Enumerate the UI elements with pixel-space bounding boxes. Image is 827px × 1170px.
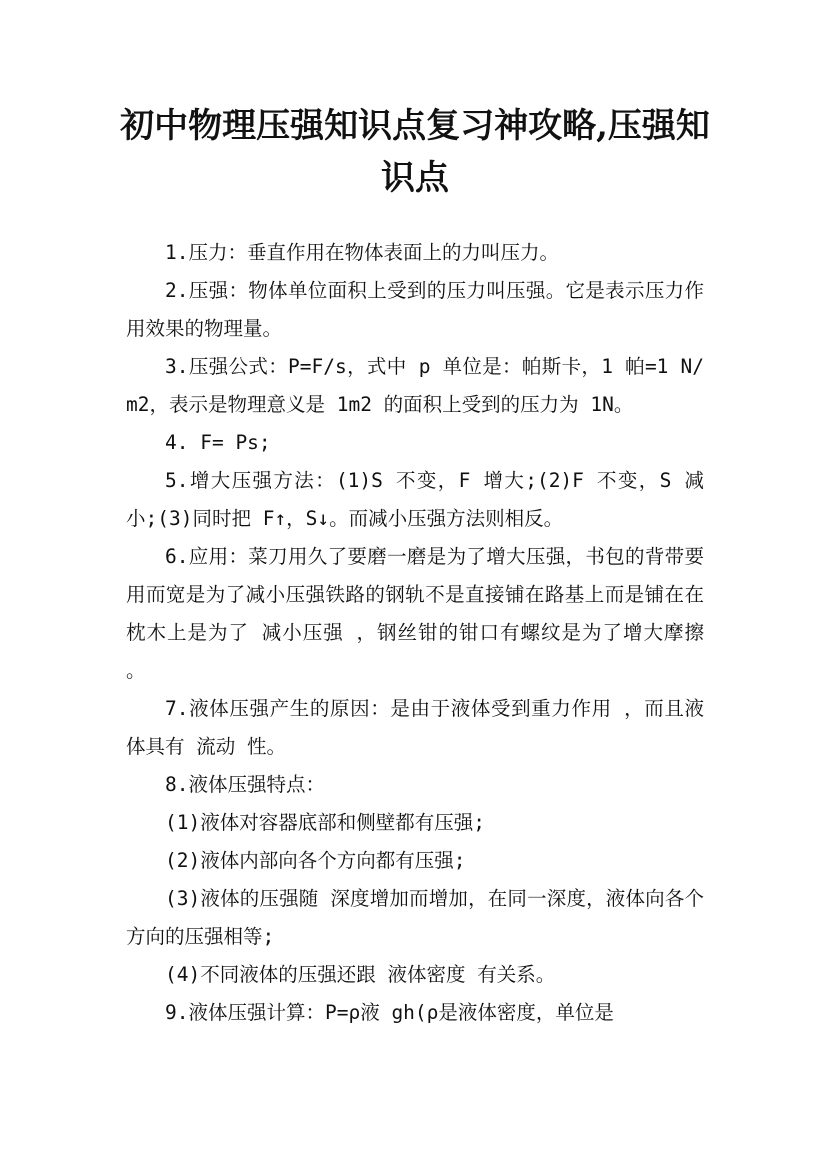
- paragraph-8-3: (3)液体的压强随 深度增加而增加，在同一深度，液体向各个方向的压强相等;: [126, 887, 704, 948]
- paragraph-1: 1.压力：垂直作用在物体表面上的力叫压力。: [165, 241, 559, 264]
- paragraph-5: 5.增大压强方法：(1)S 不变，F 增大;(2)F 不变，S 减小;(3)同时把 F↑，S↓。而减小压强方法则相反。: [126, 469, 704, 530]
- paragraph-8-2: (2)液体内部向各个方向都有压强;: [165, 849, 466, 872]
- paragraph-6: 6.应用：菜刀用久了要磨一磨是为了增大压强，书包的背带要用而宽是为了减小压强铁路的钢轨不是直接铺在路基上而是铺在在枕木上是为了 减小压强 ，钢丝钳的钳口有螺纹是为了增大摩擦 。: [126, 545, 716, 682]
- document-title: 初中物理压强知识点复习神攻略,压强知识点: [120, 106, 710, 198]
- paragraph-8-4: (4)不同液体的压强还跟 液体密度 有关系。: [165, 963, 556, 986]
- paragraph-9: 9.液体压强计算：P=ρ液 gh(ρ是液体密度，单位是: [165, 1001, 614, 1024]
- paragraph-8: 8.液体压强特点：: [165, 773, 325, 796]
- paragraph-7: 7.液体压强产生的原因：是由于液体受到重力作用 ，而且液体具有 流动 性。: [126, 697, 704, 758]
- paragraph-3: 3.压强公式：P=F/s，式中 p 单位是：帕斯卡，1 帕=1 N/m2，表示是物理意义是 1m2 的面积上受到的压力为 1N。: [126, 355, 704, 416]
- paragraph-4: 4. F= Ps;: [165, 431, 271, 454]
- document-body: [126, 234, 716, 1032]
- paragraph-8-1: (1)液体对容器底部和侧壁都有压强;: [165, 811, 485, 834]
- paragraph-2: 2.压强：物体单位面积上受到的压力叫压强。它是表示压力作用效果的物理量。: [126, 279, 704, 340]
